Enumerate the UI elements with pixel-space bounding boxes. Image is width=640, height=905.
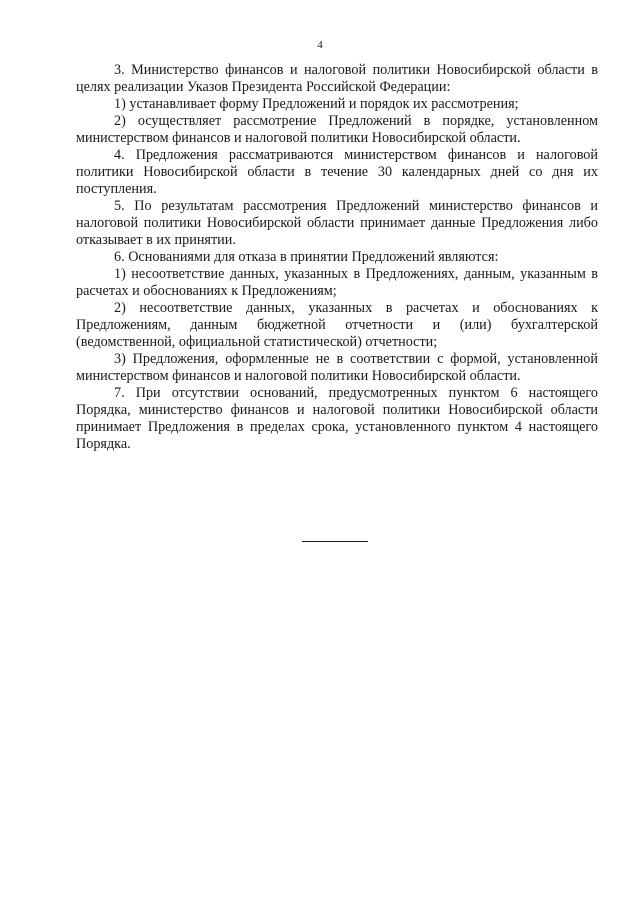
document-body [76, 62, 598, 453]
paragraph-6-item-1: 1) несоответствие данных, указанных в Предложениях, данным, указанным в расчетах и обоснованиях к Предложениям; [76, 266, 598, 299]
paragraph-3-item-1: 1) устанавливает форму Предложений и порядок их рассмотрения; [114, 96, 519, 112]
paragraph-7: 7. При отсутствии оснований, предусмотренных пунктом 6 настоящего Порядка, министерство финансов и налоговой политики Новосибирской области принимает Предложения в пределах срока, установленного пунктом 4 настоящего Порядка. [76, 385, 598, 452]
paragraph-4: 4. Предложения рассматриваются министерством финансов и налоговой политики Новосибирской области в течение 30 календарных дней со дня их поступления. [76, 147, 598, 197]
paragraph-5: 5. По результатам рассмотрения Предложений министерство финансов и налоговой политики Новосибирской области принимает данные Предложения либо отказывает в их принятии. [76, 198, 598, 248]
paragraph-6-item-2: 2) несоответствие данных, указанных в расчетах и обоснованиях к Предложениям, данным бюджетной отчетности и (или) бухгалтерской (ведомственной, официальной статистической) отчетности; [76, 300, 598, 350]
paragraph-3: 3. Министерство финансов и налоговой политики Новосибирской области в целях реализации Указов Президента Российской Федерации: [76, 62, 598, 95]
paragraph-6-item-3: 3) Предложения, оформленные не в соответствии с формой, установленной министерством финансов и налоговой политики Новосибирской области. [76, 351, 598, 384]
paragraph-3-item-2: 2) осуществляет рассмотрение Предложений в порядке, установленном министерством финансов и налоговой политики Новосибирской области. [76, 113, 598, 146]
end-divider-line [302, 541, 368, 542]
paragraph-6: 6. Основаниями для отказа в принятии Предложений являются: [114, 249, 499, 265]
page-number: 4 [317, 39, 323, 51]
